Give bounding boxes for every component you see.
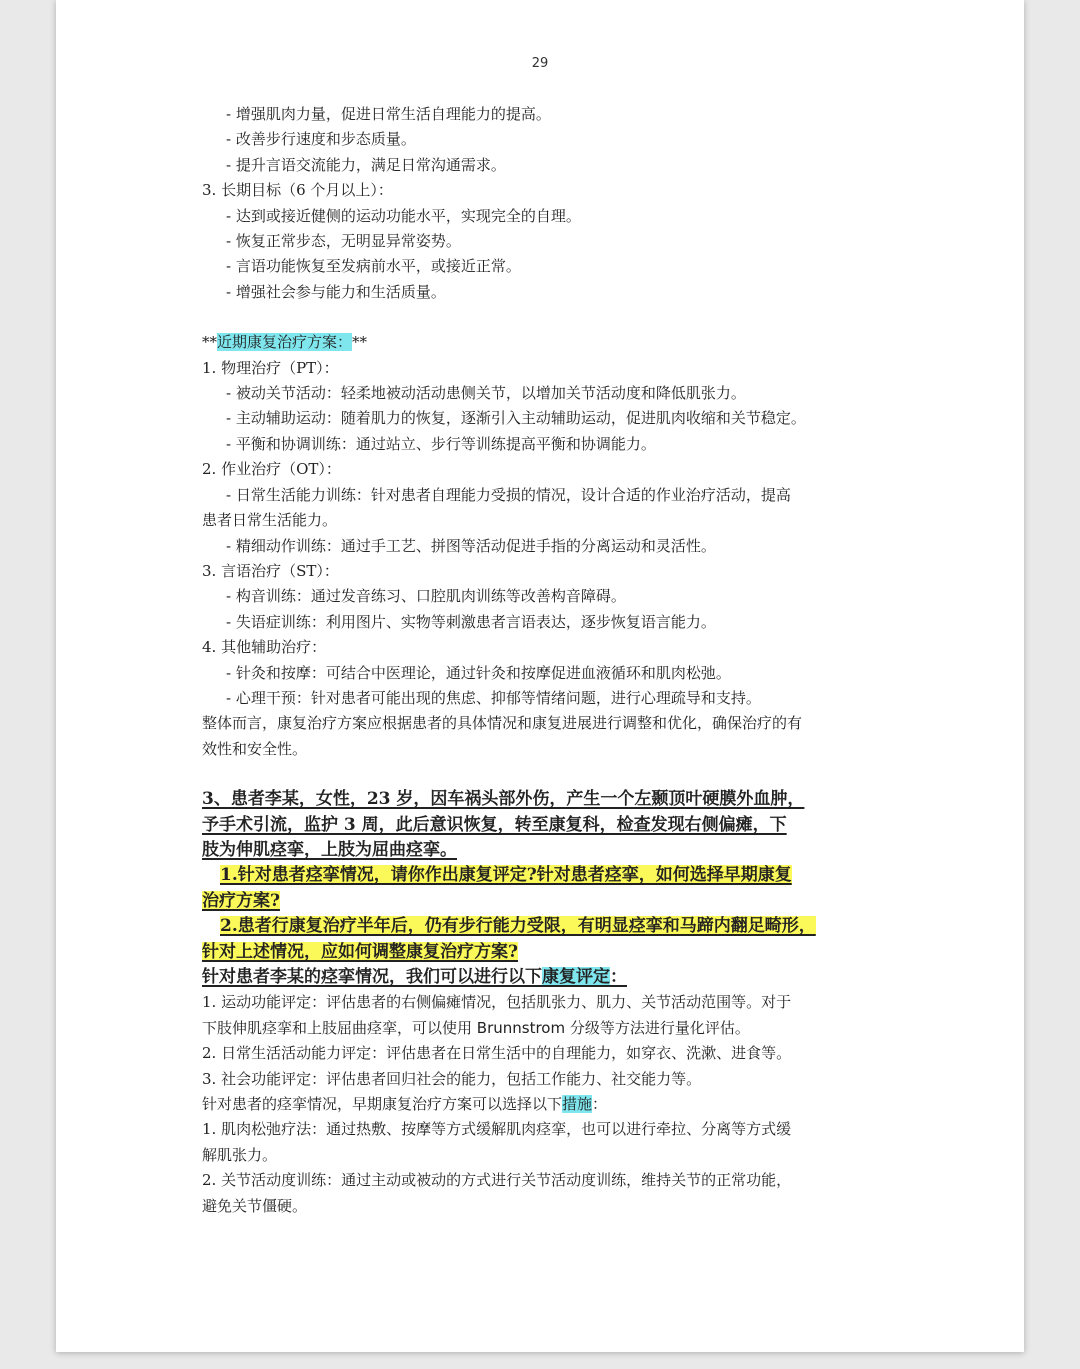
case-description: 肢为伸肌痉挛，上肢为屈曲痉挛。	[202, 839, 457, 860]
question-1	[202, 889, 892, 914]
case-description: 3、患者李某，女性，23 岁，因车祸头部外伤，产生一个左颞顶叶硬膜外血肿，	[202, 789, 805, 810]
question-2	[202, 914, 892, 939]
early-item: 1. 肌肉松弛疗法：通过热敷、按摩等方式缓解肌肉痉挛，也可以进行牵拉、分离等方式缓	[202, 1120, 792, 1139]
question-1	[202, 863, 892, 888]
eval-text: 下肢伸肌痉挛和上肢屈曲痉挛，可以使用	[202, 1018, 477, 1037]
list-item: - 增强社会参与能力和生活质量。	[226, 282, 446, 301]
early-item: 2. 关节活动度训练：通过主动或被动的方式进行关节活动度训练，维持关节的正常功能，	[202, 1171, 792, 1190]
plan-title-prefix: **	[202, 333, 217, 352]
question-1-text: 治疗方案?	[202, 890, 280, 911]
list-item: - 增强肌肉力量，促进日常生活自理能力的提高。	[226, 105, 551, 123]
document-page	[56, 0, 1024, 1352]
answer-intro-text: 针对患者李某的痉挛情况，我们可以进行以下	[202, 967, 542, 987]
case-description: 予手术引流，监护 3 周，此后意识恢复，转至康复科，检查发现右侧偏瘫，下	[202, 814, 787, 835]
list-item: - 言语功能恢复至发病前水平，或接近正常。	[226, 257, 521, 276]
answer-intro-highlight: 康复评定	[542, 967, 610, 987]
spacer	[202, 762, 892, 787]
summary-paragraph: 整体而言，康复治疗方案应根据患者的具体情况和康复进展进行调整和优化，确保治疗的有	[202, 714, 803, 733]
plan-title-highlight: 近期康复治疗方案：	[217, 333, 353, 352]
list-item: - 达到或接近健侧的运动功能水平，实现完全的自理。	[226, 206, 581, 225]
plan-title-suffix: **	[352, 333, 368, 352]
page-content	[202, 102, 892, 1219]
question-2	[202, 940, 892, 965]
ot-heading: 2. 作业治疗（OT）：	[202, 460, 341, 479]
list-item: - 构音训练：通过发音练习、口腔肌肉训练等改善构音障碍。	[226, 587, 626, 606]
answer-intro	[202, 965, 892, 990]
brunnstrom-term: Brunnstrom	[476, 1018, 566, 1037]
pt-heading: 1. 物理治疗（PT）：	[202, 358, 339, 377]
eval-item: 1. 运动功能评定：评估患者的右侧偏瘫情况，包括肌张力、肌力、关节活动范围等。对于	[202, 993, 792, 1012]
page-number: 29	[531, 56, 549, 71]
early-intro	[202, 1092, 892, 1117]
list-item: - 针灸和按摩：可结合中医理论，通过针灸和按摩促进血液循环和肌肉松弛。	[226, 663, 731, 682]
other-heading: 4. 其他辅助治疗：	[202, 638, 327, 657]
list-item: - 被动关节活动：轻柔地被动活动患侧关节，以增加关节活动度和降低肌张力。	[226, 384, 746, 403]
st-heading: 3. 言语治疗（ST）：	[202, 561, 339, 580]
list-item: - 恢复正常步态，无明显异常姿势。	[226, 232, 461, 251]
question-2-text: 针对上述情况，应如何调整康复治疗方案?	[202, 941, 518, 962]
eval-item: 3. 社会功能评定：评估患者回归社会的能力，包括工作能力、社交能力等。	[202, 1069, 702, 1088]
summary-paragraph: 效性和安全性。	[202, 739, 308, 758]
list-item: - 主动辅助运动：随着肌力的恢复，逐渐引入主动辅助运动，促进肌肉收缩和关节稳定。	[226, 409, 806, 428]
list-item: - 日常生活能力训练：针对患者自理能力受损的情况，设计合适的作业治疗活动，提高	[226, 485, 791, 504]
answer-intro-end: ：	[610, 967, 627, 987]
question-2-text: 2.患者行康复治疗半年后，仍有步行能力受限，有明显痉挛和马蹄内翻足畸形，	[220, 916, 816, 937]
long-term-heading: 3. 长期目标（6 个月以上）：	[202, 181, 393, 200]
plan-title	[202, 330, 892, 355]
early-item-continuation: 解肌张力。	[202, 1145, 278, 1164]
early-item-continuation: 避免关节僵硬。	[202, 1196, 308, 1215]
list-item: - 提升言语交流能力，满足日常沟通需求。	[226, 155, 506, 174]
list-item: - 改善步行速度和步态质量。	[226, 130, 416, 149]
list-item: - 平衡和协调训练：通过站立、步行等训练提高平衡和协调能力。	[226, 434, 656, 453]
eval-item-continuation	[202, 1016, 892, 1041]
list-item: - 精细动作训练：通过手工艺、拼图等活动促进手指的分离运动和灵活性。	[226, 536, 716, 555]
list-item: - 失语症训练：利用图片、实物等刺激患者言语表达，逐步恢复语言能力。	[226, 612, 716, 631]
eval-text: 分级等方法进行量化评估。	[565, 1018, 750, 1037]
question-1-text: 1.针对患者痉挛情况，请你作出康复评定?针对患者痉挛，如何选择早期康复	[220, 865, 792, 886]
spacer	[202, 305, 892, 330]
list-item: - 心理干预：针对患者可能出现的焦虑、抑郁等情绪问题，进行心理疏导和支持。	[226, 688, 761, 707]
eval-item: 2. 日常生活活动能力评定：评估患者在日常生活中的自理能力，如穿衣、洗漱、进食等。	[202, 1044, 792, 1063]
list-item-continuation: 患者日常生活能力。	[202, 511, 338, 530]
early-intro-highlight: 措施	[562, 1095, 593, 1114]
early-intro-text: 针对患者的痉挛情况，早期康复治疗方案可以选择以下	[202, 1095, 563, 1114]
early-intro-end: ：	[592, 1095, 608, 1114]
